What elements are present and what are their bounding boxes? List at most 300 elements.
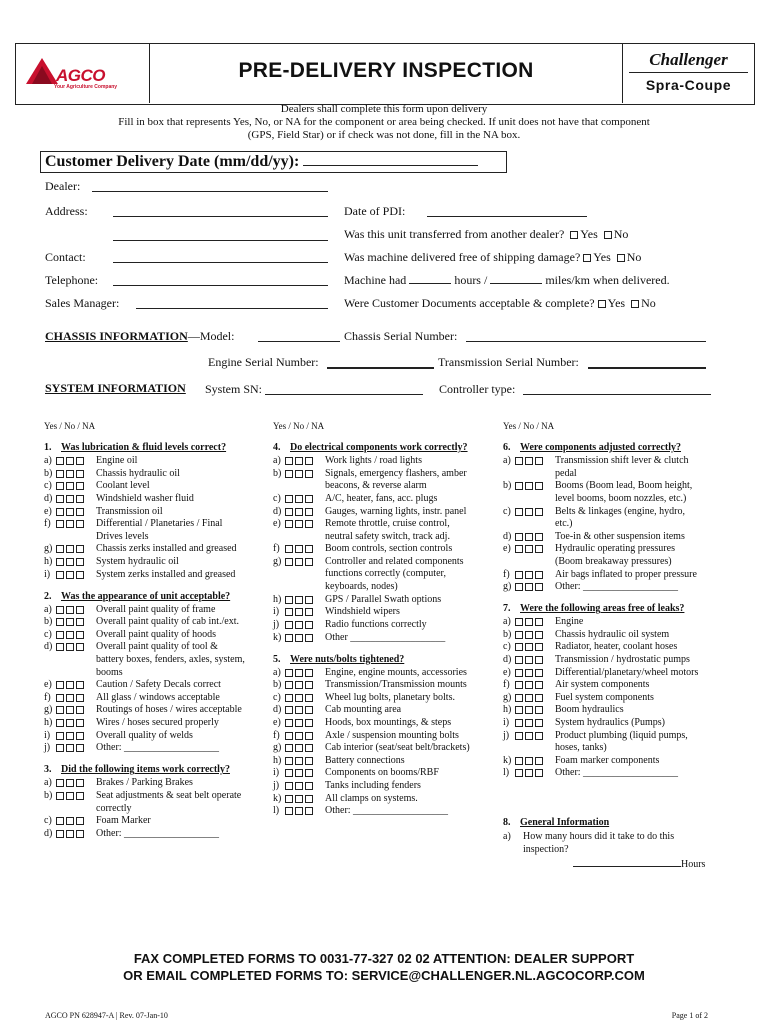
transferred-question: Was this unit transferred from another dealer? xyxy=(344,227,565,241)
no-checkbox[interactable] xyxy=(295,795,303,803)
yes-checkbox[interactable] xyxy=(56,643,64,651)
yes-checkbox[interactable] xyxy=(515,643,523,651)
yes-checkbox[interactable] xyxy=(515,694,523,702)
na-checkbox[interactable] xyxy=(535,583,543,591)
na-checkbox[interactable] xyxy=(76,643,84,651)
yes-no-na-header: Yes / No / NA xyxy=(44,421,96,431)
no-checkbox[interactable] xyxy=(66,495,74,503)
yes-checkbox[interactable] xyxy=(285,807,293,815)
sales-manager-field[interactable] xyxy=(136,308,328,309)
na-checkbox[interactable] xyxy=(535,545,543,553)
no-checkbox[interactable] xyxy=(295,634,303,642)
no-checkbox[interactable] xyxy=(66,631,74,639)
no-checkbox[interactable] xyxy=(525,719,533,727)
checklist-item-label: Cab mounting area xyxy=(325,704,402,716)
documents-question: Were Customer Documents acceptable & complete? xyxy=(344,296,595,310)
na-checkbox[interactable] xyxy=(76,470,84,478)
fax-instructions: FAX COMPLETED FORMS TO 0031-77-327 02 02 ATTENTION: DEALER SUPPORT xyxy=(133,951,635,966)
checklist-item-label: Coolant level xyxy=(96,480,150,492)
no-checkbox[interactable] xyxy=(295,782,303,790)
checklist-item-label: etc.) xyxy=(555,518,573,530)
na-checkbox[interactable] xyxy=(535,482,543,490)
no-checkbox[interactable] xyxy=(295,621,303,629)
documents-no-checkbox[interactable] xyxy=(631,300,639,308)
yes-checkbox[interactable] xyxy=(515,732,523,740)
no-checkbox[interactable] xyxy=(66,545,74,553)
no-checkbox[interactable] xyxy=(295,681,303,689)
address-field-2[interactable] xyxy=(113,240,328,241)
product-name: Spra-Coupe xyxy=(645,77,732,93)
checklist-item-label: (Boom breakaway pressures) xyxy=(555,555,672,567)
yes-checkbox[interactable] xyxy=(515,583,523,591)
no-checkbox[interactable] xyxy=(525,618,533,626)
checklist-item-label: A/C, heater, fans, acc. plugs xyxy=(325,492,438,504)
yes-checkbox[interactable] xyxy=(285,520,293,528)
no-checkbox[interactable] xyxy=(66,744,74,752)
na-checkbox[interactable] xyxy=(535,706,543,714)
yes-checkbox[interactable] xyxy=(515,457,523,465)
transmission-sn-field[interactable] xyxy=(588,367,706,369)
na-checkbox[interactable] xyxy=(535,631,543,639)
na-checkbox[interactable] xyxy=(535,681,543,689)
checklist-item-label: Wheel lug bolts, planetary bolts. xyxy=(325,691,455,703)
no-checkbox[interactable] xyxy=(295,596,303,604)
checklist-item-label: Wires / hoses secured properly xyxy=(96,717,219,729)
no-checkbox[interactable] xyxy=(66,779,74,787)
na-checkbox[interactable] xyxy=(76,817,84,825)
contact-field[interactable] xyxy=(113,262,328,263)
na-checkbox[interactable] xyxy=(535,719,543,727)
dealer-field[interactable] xyxy=(92,191,328,192)
checklist-item-label: Other: ___________________ xyxy=(325,805,449,817)
na-checkbox[interactable] xyxy=(76,681,84,689)
na-checkbox[interactable] xyxy=(535,643,543,651)
no-checkbox[interactable] xyxy=(295,669,303,677)
no-checkbox[interactable] xyxy=(525,656,533,664)
controller-type-label: Controller type: xyxy=(439,382,516,396)
na-checkbox[interactable] xyxy=(76,830,84,838)
na-checkbox[interactable] xyxy=(76,792,84,800)
shipping-yes-checkbox[interactable] xyxy=(583,254,591,262)
na-checkbox[interactable] xyxy=(305,608,313,616)
no-checkbox[interactable] xyxy=(525,669,533,677)
yes-checkbox[interactable] xyxy=(285,782,293,790)
no-checkbox[interactable] xyxy=(66,520,74,528)
no-checkbox[interactable] xyxy=(295,744,303,752)
checklist-item-label: Overall paint quality of hoods xyxy=(96,628,216,640)
yes-checkbox[interactable] xyxy=(285,681,293,689)
email-instructions: OR EMAIL COMPLETED FORMS TO: SERVICE@CHALLENGER.NL.AGCOCORP.COM xyxy=(123,968,645,983)
checklist-item-label: Windshield wipers xyxy=(325,606,400,618)
na-checkbox[interactable] xyxy=(305,719,313,727)
yes-checkbox[interactable] xyxy=(56,681,64,689)
telephone-field[interactable] xyxy=(113,285,328,286)
telephone-label: Telephone: xyxy=(45,273,99,287)
brand-tagline: Your Agriculture Company xyxy=(54,84,118,90)
na-checkbox[interactable] xyxy=(535,694,543,702)
na-checkbox[interactable] xyxy=(305,681,313,689)
yes-checkbox[interactable] xyxy=(56,558,64,566)
checklist-item-label: Booms (Boom lead, Boom height, xyxy=(555,480,693,492)
no-checkbox[interactable] xyxy=(525,482,533,490)
yes-checkbox[interactable] xyxy=(515,757,523,765)
no-checkbox[interactable] xyxy=(295,694,303,702)
na-checkbox[interactable] xyxy=(535,618,543,626)
checklist-item-label: System hydraulics (Pumps) xyxy=(555,717,665,729)
checklist-item-label: Gauges, warning lights, instr. panel xyxy=(325,505,467,517)
yes-checkbox[interactable] xyxy=(56,732,64,740)
na-checkbox[interactable] xyxy=(305,470,313,478)
checklist-item-label: All clamps on systems. xyxy=(325,792,418,804)
yes-checkbox[interactable] xyxy=(285,545,293,553)
no-checkbox[interactable] xyxy=(295,608,303,616)
checklist-item-label: Air system components xyxy=(555,679,650,691)
shipping-damage-question: Was machine delivered free of shipping damage? xyxy=(344,250,581,264)
yes-checkbox[interactable] xyxy=(515,618,523,626)
checklist-item-label: Signals, emergency flashers, amber xyxy=(325,467,467,479)
controller-type-field[interactable] xyxy=(523,394,711,395)
yes-checkbox[interactable] xyxy=(56,470,64,478)
yes-checkbox[interactable] xyxy=(515,545,523,553)
section-6-heading: 6. Were components adjusted correctly? xyxy=(503,442,681,453)
na-checkbox[interactable] xyxy=(76,520,84,528)
yes-checkbox[interactable] xyxy=(285,457,293,465)
yes-checkbox[interactable] xyxy=(515,631,523,639)
no-checkbox[interactable] xyxy=(66,508,74,516)
checklist-item-label: Caution / Safety Decals correct xyxy=(96,679,221,691)
na-checkbox[interactable] xyxy=(305,795,313,803)
sales-manager-label: Sales Manager: xyxy=(45,296,120,310)
no-checkbox[interactable] xyxy=(295,520,303,528)
yes-checkbox[interactable] xyxy=(515,482,523,490)
customer-delivery-date-box[interactable] xyxy=(40,151,507,173)
no-checkbox[interactable] xyxy=(525,545,533,553)
no-checkbox[interactable] xyxy=(525,681,533,689)
address-label: Address: xyxy=(45,204,88,218)
checklist-item-label: Overall paint quality of tool & xyxy=(96,641,218,653)
no-checkbox[interactable] xyxy=(525,631,533,639)
section-3-heading: 3. Did the following items work correctly? xyxy=(44,764,230,776)
no-checkbox[interactable] xyxy=(525,583,533,591)
chassis-sn-field[interactable] xyxy=(466,341,706,342)
yes-checkbox[interactable] xyxy=(56,457,64,465)
checklist-item-label: battery boxes, fenders, axles, system, xyxy=(96,654,245,666)
yes-checkbox[interactable] xyxy=(56,482,64,490)
na-checkbox[interactable] xyxy=(305,634,313,642)
na-checkbox[interactable] xyxy=(76,732,84,740)
yes-checkbox[interactable] xyxy=(285,495,293,503)
no-checkbox[interactable] xyxy=(66,618,74,626)
na-checkbox[interactable] xyxy=(305,769,313,777)
section-2-heading: 2. Was the appearance of unit acceptable? xyxy=(44,590,231,602)
page-title: PRE-DELIVERY INSPECTION xyxy=(238,59,534,82)
na-checkbox[interactable] xyxy=(305,782,313,790)
yes-checkbox[interactable] xyxy=(285,558,293,566)
no-checkbox[interactable] xyxy=(66,732,74,740)
address-field-1[interactable] xyxy=(113,216,328,217)
na-checkbox[interactable] xyxy=(305,669,313,677)
yes-checkbox[interactable] xyxy=(515,669,523,677)
checklist-item-label: Seat adjustments & seat belt operate xyxy=(96,790,242,801)
na-checkbox[interactable] xyxy=(535,533,543,541)
form-header xyxy=(15,43,755,105)
yes-checkbox[interactable] xyxy=(56,744,64,752)
page-number: Page 1 of 2 xyxy=(671,1011,708,1020)
no-checkbox[interactable] xyxy=(66,792,74,800)
no-checkbox[interactable] xyxy=(295,495,303,503)
checklist-item-label: Cab interior (seat/seat belt/brackets) xyxy=(325,742,470,754)
checklist-item-label: Transmission oil xyxy=(96,505,163,517)
na-checkbox[interactable] xyxy=(76,706,84,714)
engine-sn-field[interactable] xyxy=(327,367,434,369)
no-checkbox[interactable] xyxy=(525,732,533,740)
na-checkbox[interactable] xyxy=(305,757,313,765)
yes-checkbox[interactable] xyxy=(515,508,523,516)
na-checkbox[interactable] xyxy=(76,495,84,503)
na-checkbox[interactable] xyxy=(305,621,313,629)
yes-checkbox[interactable] xyxy=(285,608,293,616)
shipping-no-checkbox[interactable] xyxy=(617,254,625,262)
yes-checkbox[interactable] xyxy=(56,830,64,838)
checklist-item-label: Routings of hoses / wires acceptable xyxy=(96,704,242,716)
na-checkbox[interactable] xyxy=(535,757,543,765)
na-checkbox[interactable] xyxy=(76,482,84,490)
no-checkbox[interactable] xyxy=(66,457,74,465)
no-checkbox[interactable] xyxy=(295,508,303,516)
yes-checkbox[interactable] xyxy=(515,769,523,777)
no-checkbox[interactable] xyxy=(66,606,74,614)
na-checkbox[interactable] xyxy=(305,558,313,566)
yes-checkbox[interactable] xyxy=(56,606,64,614)
na-checkbox[interactable] xyxy=(535,457,543,465)
yes-checkbox[interactable] xyxy=(285,769,293,777)
no-checkbox[interactable] xyxy=(525,769,533,777)
model-field[interactable] xyxy=(258,341,340,342)
na-checkbox[interactable] xyxy=(305,807,313,815)
no-checkbox[interactable] xyxy=(66,830,74,838)
checklist-item-label: Brakes / Parking Brakes xyxy=(96,777,193,789)
na-checkbox[interactable] xyxy=(305,508,313,516)
na-checkbox[interactable] xyxy=(535,769,543,777)
na-checkbox[interactable] xyxy=(305,596,313,604)
no-checkbox[interactable] xyxy=(525,533,533,541)
no-checkbox[interactable] xyxy=(295,769,303,777)
na-checkbox[interactable] xyxy=(535,732,543,740)
yes-checkbox[interactable] xyxy=(515,656,523,664)
checklist-item-label: functions correctly (computer, xyxy=(325,568,446,580)
checklist-item-label: neutral safety switch, track adj. xyxy=(325,530,450,542)
na-checkbox[interactable] xyxy=(535,571,543,579)
yes-checkbox[interactable] xyxy=(56,618,64,626)
yes-checkbox[interactable] xyxy=(56,508,64,516)
yes-checkbox[interactable] xyxy=(285,719,293,727)
checklist-item-label: Other: ___________________ xyxy=(555,767,679,779)
no-checkbox[interactable] xyxy=(525,571,533,579)
na-checkbox[interactable] xyxy=(76,631,84,639)
checklist-item-label: Chassis hydraulic oil system xyxy=(555,628,670,640)
challenger-brand: Challenger xyxy=(649,50,728,69)
challenger-logo xyxy=(622,44,754,103)
na-checkbox[interactable] xyxy=(76,779,84,787)
yes-checkbox[interactable] xyxy=(285,732,293,740)
na-checkbox[interactable] xyxy=(76,571,84,579)
checklist-item-label: System zerks installed and greased xyxy=(96,568,236,580)
na-checkbox[interactable] xyxy=(305,732,313,740)
checklist-item-label: level booms, boom nozzles, etc.) xyxy=(555,492,687,504)
no-checkbox[interactable] xyxy=(525,694,533,702)
yes-checkbox[interactable] xyxy=(285,596,293,604)
na-checkbox[interactable] xyxy=(535,656,543,664)
yes-checkbox[interactable] xyxy=(515,571,523,579)
documents-yes-checkbox[interactable] xyxy=(598,300,606,308)
no-checkbox[interactable] xyxy=(66,643,74,651)
checklist-item-label: Boom controls, section controls xyxy=(325,543,453,555)
system-sn-label: System SN: xyxy=(205,382,263,396)
checklist-item-label: Boom hydraulics xyxy=(555,704,624,716)
yes-checkbox[interactable] xyxy=(56,694,64,702)
transferred-no-checkbox[interactable] xyxy=(604,231,612,239)
yes-checkbox[interactable] xyxy=(56,495,64,503)
no-checkbox[interactable] xyxy=(295,558,303,566)
no-checkbox[interactable] xyxy=(525,643,533,651)
checklist-item-label: Transmission shift lever & clutch xyxy=(555,455,689,467)
checklist-item-label: Engine oil xyxy=(96,455,138,467)
inspection-hours-field[interactable] xyxy=(573,857,681,867)
yes-checkbox[interactable] xyxy=(515,681,523,689)
no-checkbox[interactable] xyxy=(525,508,533,516)
checklist-item-label: Transmission/Transmission mounts xyxy=(325,679,467,691)
checklist-item-label: Battery connections xyxy=(325,754,405,766)
system-sn-field[interactable] xyxy=(265,394,423,395)
checklist-item-label: Windshield washer fluid xyxy=(96,492,194,504)
no-checkbox[interactable] xyxy=(295,732,303,740)
yes-checkbox[interactable] xyxy=(285,694,293,702)
checklist-item-label: Tanks including fenders xyxy=(325,780,421,792)
agco-triangle-icon xyxy=(25,57,59,85)
no-checkbox[interactable] xyxy=(525,757,533,765)
yes-checkbox[interactable] xyxy=(285,634,293,642)
na-checkbox[interactable] xyxy=(305,495,313,503)
no-checkbox[interactable] xyxy=(66,558,74,566)
yes-checkbox[interactable] xyxy=(285,508,293,516)
no-checkbox[interactable] xyxy=(525,706,533,714)
na-checkbox[interactable] xyxy=(305,545,313,553)
yes-checkbox[interactable] xyxy=(515,706,523,714)
yes-checkbox[interactable] xyxy=(285,621,293,629)
na-checkbox[interactable] xyxy=(535,508,543,516)
no-checkbox[interactable] xyxy=(295,470,303,478)
checklist-item-label: keyboards, nodes) xyxy=(325,581,398,593)
no-checkbox[interactable] xyxy=(295,757,303,765)
checklist-item-label: Drives levels xyxy=(96,530,149,542)
yes-checkbox[interactable] xyxy=(285,744,293,752)
no-checkbox[interactable] xyxy=(66,694,74,702)
no-checkbox[interactable] xyxy=(66,571,74,579)
na-checkbox[interactable] xyxy=(305,744,313,752)
na-checkbox[interactable] xyxy=(76,457,84,465)
na-checkbox[interactable] xyxy=(76,694,84,702)
no-checkbox[interactable] xyxy=(66,470,74,478)
na-checkbox[interactable] xyxy=(76,558,84,566)
na-checkbox[interactable] xyxy=(76,719,84,727)
checklist-item-label: Fuel system components xyxy=(555,691,654,703)
yes-checkbox[interactable] xyxy=(56,631,64,639)
yes-checkbox[interactable] xyxy=(285,669,293,677)
yes-checkbox[interactable] xyxy=(56,792,64,800)
transferred-yes-checkbox[interactable] xyxy=(570,231,578,239)
dealer-label: Dealer: xyxy=(45,179,81,193)
no-checkbox[interactable] xyxy=(66,482,74,490)
no-checkbox[interactable] xyxy=(66,681,74,689)
na-checkbox[interactable] xyxy=(76,508,84,516)
intro-line-3: (GPS, Field Star) or if check was not done, fill in the NA box. xyxy=(247,129,521,141)
na-checkbox[interactable] xyxy=(76,618,84,626)
checklist-item-label: Remote throttle, cruise control, xyxy=(325,518,450,530)
checklist-item-label: Overall paint quality of cab int./ext. xyxy=(96,616,240,628)
checklist-item-label: Other: ___________________ xyxy=(96,827,220,839)
yes-checkbox[interactable] xyxy=(285,757,293,765)
intro-line-1: Dealers shall complete this form upon delivery xyxy=(280,103,488,115)
hours-field[interactable] xyxy=(409,273,451,284)
checklist-item-label: booms xyxy=(96,666,123,678)
yes-checkbox[interactable] xyxy=(56,719,64,727)
checklist-item-label: Chassis zerks installed and greased xyxy=(96,543,237,555)
checklist-item-label: Axle / suspension mounting bolts xyxy=(325,729,459,741)
yes-checkbox[interactable] xyxy=(56,545,64,553)
no-checkbox[interactable] xyxy=(295,807,303,815)
yes-checkbox[interactable] xyxy=(56,779,64,787)
yes-no-na-header: Yes / No / NA xyxy=(503,421,555,431)
no-checkbox[interactable] xyxy=(295,545,303,553)
yes-checkbox[interactable] xyxy=(285,706,293,714)
no-checkbox[interactable] xyxy=(295,719,303,727)
checklist-item-label: Engine, engine mounts, accessories xyxy=(325,666,467,678)
checklist-item-label: Hydraulic operating pressures xyxy=(555,543,675,555)
yes-checkbox[interactable] xyxy=(515,533,523,541)
no-checkbox[interactable] xyxy=(66,719,74,727)
na-checkbox[interactable] xyxy=(305,520,313,528)
yes-checkbox[interactable] xyxy=(515,719,523,727)
yes-checkbox[interactable] xyxy=(56,706,64,714)
no-checkbox[interactable] xyxy=(66,706,74,714)
yes-checkbox[interactable] xyxy=(56,571,64,579)
system-info-heading: SYSTEM INFORMATION xyxy=(45,381,186,395)
model-label: —Model: xyxy=(187,329,235,343)
checklist-item-label: Other: ___________________ xyxy=(555,581,679,593)
no-checkbox[interactable] xyxy=(295,457,303,465)
checklist-item-label: Foam marker components xyxy=(555,754,660,766)
section-7-heading: 7. Were the following areas free of leaks? xyxy=(503,603,685,615)
na-checkbox[interactable] xyxy=(305,694,313,702)
miles-field[interactable] xyxy=(490,273,542,284)
no-checkbox[interactable] xyxy=(295,706,303,714)
yes-checkbox[interactable] xyxy=(56,817,64,825)
checklist-item-label: GPS / Parallel Swath options xyxy=(325,593,442,605)
na-checkbox[interactable] xyxy=(305,457,313,465)
no-checkbox[interactable] xyxy=(525,457,533,465)
na-checkbox[interactable] xyxy=(76,545,84,553)
no-checkbox[interactable] xyxy=(66,817,74,825)
date-pdi-field[interactable] xyxy=(427,216,587,217)
yes-checkbox[interactable] xyxy=(56,520,64,528)
yes-checkbox[interactable] xyxy=(285,795,293,803)
na-checkbox[interactable] xyxy=(76,744,84,752)
na-checkbox[interactable] xyxy=(305,706,313,714)
checklist-item-label: Transmission / hydrostatic pumps xyxy=(555,654,690,666)
na-checkbox[interactable] xyxy=(76,606,84,614)
na-checkbox[interactable] xyxy=(535,669,543,677)
yes-checkbox[interactable] xyxy=(285,470,293,478)
